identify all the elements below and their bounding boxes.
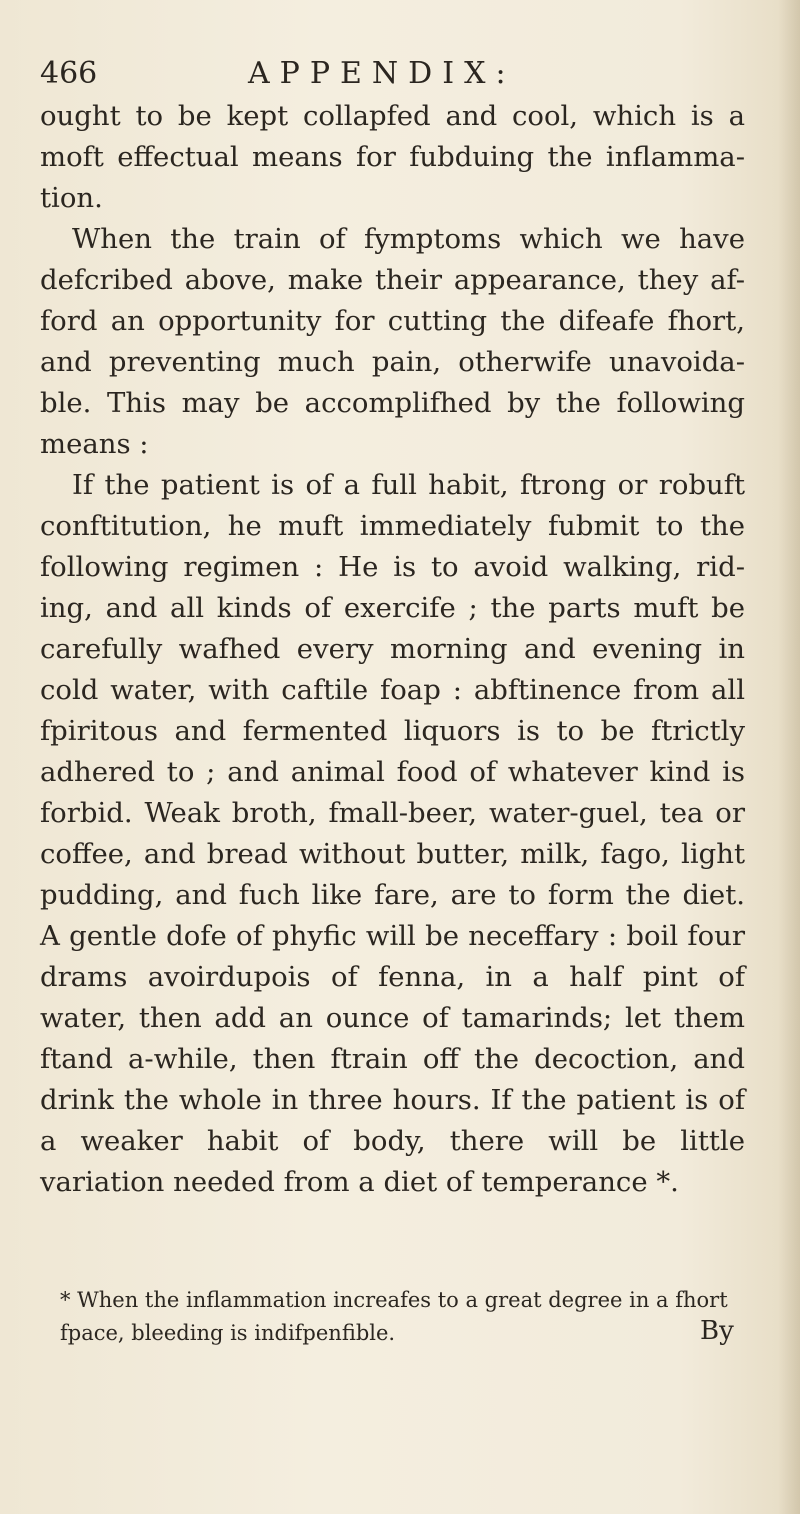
running-head: APPENDIX: bbox=[248, 56, 516, 91]
paragraph-continued: ought to be kept collapfed and cool, which is a moft effectual means for fubduing the inflamma- tion. bbox=[40, 100, 745, 214]
page-number: 466 bbox=[40, 56, 98, 91]
paragraph-regimen: If the patient is of a full habit, ftrong or robuft conftitution, he muft immediately fubmit to the following regimen : He is to avoid walking, rid- ing, and all kinds of exercife ; the parts muft be carefully wafhed every morning and evening in cold water, with caftile foap : abftinence from all fpiritous and fermented liquors is to be ftrictly adhered to ; and animal food of whatever kind is forbid. Weak broth, fmall-beer, water-guel, tea or coffee, and bread without butter, milk, fago, light pudding, and fuch like fare, are to form the diet. A gentle dofe of phyfic will be neceffary : boil four drams avoirdupois of fenna, in a half pint of water, then add an ounce of tamarinds; let them ftand a-while, then ftrain off the decoction, and drink the whole in three hours. If the patient is of a weaker habit of body, there will be little variation needed from a diet of temperance *. bbox=[40, 469, 745, 1198]
body-text bbox=[40, 96, 745, 1203]
footnote bbox=[60, 1284, 750, 1350]
page-header bbox=[40, 56, 740, 96]
footnote-text: * When the inflammation increafes to a great degree in a fhort fpace, bleeding is indifpenfible. bbox=[60, 1288, 728, 1345]
catchword: By bbox=[700, 1316, 734, 1346]
paragraph-symptoms: When the train of fymptoms which we have defcribed above, make their appearance, they af- ford an opportunity for cutting the difeafe fhort, and preventing much pain, otherwife unavoida- ble. This may be accomplifhed by the following means : bbox=[40, 223, 745, 460]
page-edge-shadow bbox=[778, 0, 800, 1514]
